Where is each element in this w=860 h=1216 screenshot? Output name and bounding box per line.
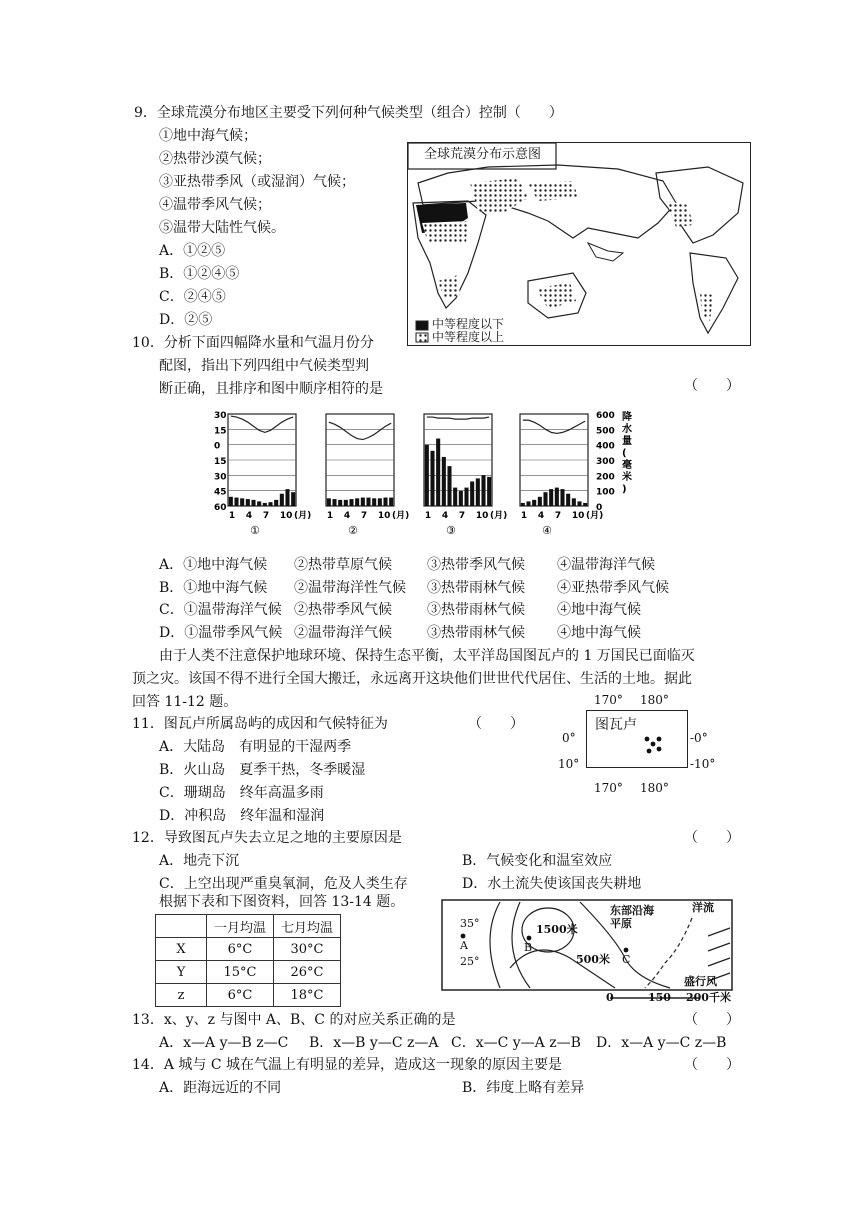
lat-label: 10° [558, 757, 580, 771]
precip-bar [361, 498, 365, 506]
option-part: ②温带海洋性气候 [294, 580, 406, 596]
precip-bar [327, 498, 331, 506]
wind-label: 盛行风 [684, 975, 717, 988]
precip-bar [291, 492, 295, 506]
q11-option: B．火山岛 夏季干热，冬季暖湿 [159, 762, 366, 778]
scale-label: 150 [648, 991, 671, 1004]
table-row [156, 938, 341, 961]
option-part: ③热带雨林气候 [427, 625, 525, 641]
contour-label: 1500米 [536, 923, 578, 936]
month-tick-label: 4 [537, 511, 545, 521]
panel-number: ② [348, 524, 358, 537]
q14-option: B．纬度上略有差异 [462, 1080, 585, 1096]
option-part: D．x—A y—C z—B [596, 1035, 727, 1051]
option-part: C．①温带海洋气候 [159, 602, 282, 618]
precip-tick-label: 0 [596, 503, 603, 513]
table-cell: 15°C [207, 961, 274, 984]
panel-number: ① [250, 524, 260, 537]
table-header: 七月均温 [274, 915, 341, 938]
month-unit-label: (月) [392, 511, 410, 521]
precip-bar [263, 503, 267, 506]
precip-bar [229, 497, 233, 506]
precip-bar [378, 498, 382, 506]
precip-bar [344, 500, 348, 506]
tuvalu-name: 图瓦卢 [595, 717, 637, 733]
precip-tick-label: 600 [596, 411, 615, 421]
precip-bar [521, 503, 525, 506]
precip-unit-char: 量 [622, 436, 632, 447]
q10-option [159, 623, 641, 643]
table-cell: Y [156, 961, 207, 984]
lon-label: 170° [594, 781, 623, 795]
precip-bar [430, 451, 434, 506]
passage-line: 由于人类不注意保护地球环境、保持生态平衡，太平洋岛国图瓦卢的 1 万国民已面临灭 [159, 648, 695, 664]
table-header [156, 915, 207, 938]
q12-option: A．地壳下沉 [159, 853, 240, 869]
precip-bar [577, 501, 581, 506]
table-cell: X [156, 938, 207, 961]
q11-paren: （ ） [468, 716, 524, 732]
lat-label: 0° [562, 731, 576, 745]
temperature-line [329, 422, 391, 439]
contour-map [440, 898, 740, 1006]
plain-label: 东部沿海平原 [610, 904, 654, 930]
q13-stem: 13．x、y、z 与图中 A、B、C 的对应关系正确的是 [132, 1012, 456, 1028]
contour-label: 500米 [576, 953, 610, 966]
temp-tick-label: 15 [214, 426, 227, 437]
q10-option [159, 578, 669, 598]
precip-bar [566, 494, 570, 506]
precip-bar [583, 503, 587, 506]
q9-option: B．①②④⑤ [159, 266, 240, 282]
q9-item: ③亚热带季风（或湿润）气候； [159, 174, 355, 190]
precip-unit-char: 毫 [622, 460, 632, 471]
precip-bar [532, 500, 536, 506]
q10-paren: （ ） [684, 378, 740, 394]
lon-label: 170° [594, 693, 623, 707]
temp-tick-label: 30 [214, 411, 227, 421]
passage-line: 回答 11-12 题。 [132, 694, 238, 710]
precip-bar [257, 501, 261, 506]
precip-unit-char: 降 [622, 412, 632, 423]
q9-item: ②热带沙漠气候； [159, 151, 271, 167]
table-cell: 6°C [207, 984, 274, 1007]
precip-unit-char: 米 [622, 472, 632, 483]
point-label: A [460, 939, 468, 952]
precip-bar [476, 478, 480, 506]
month-tick-label: 7 [360, 511, 368, 521]
option-part: C．x—C y—A z—B [451, 1035, 581, 1051]
q11-stem: 11．图瓦卢所属岛屿的成因和气候特征为 [132, 716, 388, 732]
option-part: A．x—A y—B z—C [159, 1035, 289, 1051]
precip-bar [464, 488, 468, 506]
temp-tick-label: 60 [214, 503, 227, 513]
precip-tick-label: 300 [596, 457, 615, 467]
option-part: ③热带雨林气候 [427, 580, 525, 596]
q14-stem: 14．A 城与 C 城在气温上有明显的差异，造成这一现象的原因主要是 [132, 1057, 562, 1073]
precip-bar [447, 466, 451, 506]
table-row [156, 984, 341, 1007]
table-row [156, 961, 341, 984]
option-part: ④地中海气候 [557, 602, 641, 618]
option-part: ④地中海气候 [557, 625, 641, 641]
temp-tick-label: 15 [214, 457, 227, 467]
option-part: ②热带草原气候 [294, 557, 392, 573]
precip-bar [234, 498, 238, 506]
precip-bar [526, 501, 530, 506]
q11-option: A．大陆岛 有明显的干湿两季 [159, 739, 352, 755]
table-cell: z [156, 984, 207, 1007]
q13-paren: （ ） [684, 1012, 740, 1028]
precip-bar [251, 500, 255, 506]
precip-bar [425, 445, 429, 506]
map-title: 全球荒漠分布示意图 [424, 147, 542, 162]
precip-bar [572, 498, 576, 506]
table-cell: 30°C [274, 938, 341, 961]
table-header: 一月均温 [207, 915, 274, 938]
precip-bar [555, 488, 559, 506]
q10-stem: 配图，指出下列四组中气候类型判 [159, 358, 369, 374]
precip-tick-label: 500 [596, 426, 615, 437]
q14-option: A．距海远近的不同 [159, 1080, 282, 1096]
option-part: ②热带季风气候 [294, 602, 392, 618]
option-part: ②温带海洋气候 [294, 625, 392, 641]
q12-option: C．上空出现严重臭氧洞，危及人类生存 [159, 876, 408, 892]
q9-stem: 9．全球荒漠分布地区主要受下列何种气候类型（组合）控制（ ） [134, 105, 563, 121]
precip-bar [338, 500, 342, 506]
tuvalu-map [558, 690, 738, 800]
q9-option: A．①②⑤ [159, 243, 226, 259]
month-unit-label: (月) [586, 511, 604, 521]
precip-bar [268, 502, 272, 506]
world-map-graphic [408, 143, 750, 345]
temperature-table [155, 914, 341, 1007]
month-tick-label: 4 [245, 511, 253, 521]
q12-paren: （ ） [684, 830, 740, 846]
q11-option: C．珊瑚岛 终年高温多雨 [159, 785, 324, 801]
precip-bar [332, 499, 336, 506]
month-tick-label: 10 [279, 511, 293, 521]
table-header-row [156, 915, 341, 938]
temp-tick-label: 30 [214, 472, 227, 483]
temp-tick-label: 45 [214, 487, 227, 498]
month-tick-label: 1 [424, 511, 432, 521]
precip-bar [372, 498, 376, 506]
island-dots [587, 711, 687, 767]
temperature-line [427, 417, 489, 419]
lat-label: -0° [690, 731, 708, 745]
option-part: ④温带海洋气候 [557, 557, 655, 573]
month-tick-label: 10 [475, 511, 489, 521]
temp-tick-label: 0 [214, 441, 221, 452]
precip-bar [274, 500, 278, 506]
table-cell: 6°C [207, 938, 274, 961]
q12-option: B．气候变化和温室效应 [462, 853, 613, 869]
intro-13-14: 根据下表和下图资料，回答 13-14 题。 [159, 894, 405, 910]
scale-label: 0 [606, 991, 614, 1004]
month-tick-label: 7 [458, 511, 466, 521]
temperature-line [231, 416, 293, 432]
q9-option: C．②④⑤ [159, 289, 226, 305]
precip-tick-label: 200 [596, 472, 615, 483]
month-tick-label: 1 [326, 511, 334, 521]
month-tick-label: 7 [554, 511, 562, 521]
precip-tick-label: 100 [596, 487, 615, 498]
current-label: 洋流 [692, 901, 714, 914]
precip-bar [389, 498, 393, 506]
lon-label: 180° [640, 781, 669, 795]
legend-low: 中等程度以下 [432, 317, 505, 331]
lat-label: 35° [460, 917, 480, 930]
precip-bar [481, 475, 485, 506]
passage-line: 顶之灾。该国不得不进行全国大搬迁，永远离开这块他们世世代代居住、生活的土地。据此 [132, 671, 692, 687]
month-tick-label: 7 [262, 511, 270, 521]
desert-world-map [407, 142, 751, 346]
temperature-line [523, 420, 585, 433]
q10-stem: 10．分析下面四幅降水量和气温月份分 [132, 335, 374, 351]
q11-option: D．冲积岛 终年温和湿润 [159, 808, 325, 824]
tuvalu-map-frame [586, 710, 688, 768]
precip-bar [366, 498, 370, 506]
precip-bar [560, 489, 564, 506]
q9-item: ①地中海气候； [159, 128, 257, 144]
q9-option: D．②⑤ [159, 312, 213, 328]
option-part: B．①地中海气候 [159, 580, 268, 596]
month-tick-label: 1 [228, 511, 236, 521]
precip-bar [285, 489, 289, 506]
option-part: D．①温带季风气候 [159, 625, 283, 641]
q10-option [159, 600, 641, 620]
option-part: B．x—B y—C z—A [309, 1035, 439, 1051]
q9-item: ⑤温带大陆性气候。 [159, 220, 285, 236]
precip-bar [549, 489, 553, 506]
climate-charts [214, 408, 634, 540]
month-tick-label: 10 [571, 511, 585, 521]
month-tick-label: 4 [343, 511, 351, 521]
option-part: ③热带雨林气候 [427, 602, 525, 618]
q14-paren: （ ） [684, 1057, 740, 1073]
month-unit-label: (月) [490, 511, 508, 521]
q9-item: ④温带季风气候； [159, 197, 271, 213]
legend-high: 中等程度以上 [432, 330, 505, 344]
precip-bar [240, 498, 244, 506]
q13-options [159, 1033, 726, 1053]
precip-bar [543, 492, 547, 506]
month-tick-label: 4 [441, 511, 449, 521]
month-tick-label: 1 [520, 511, 528, 521]
precip-tick-label: 400 [596, 441, 615, 452]
precip-unit-char: ( [622, 448, 627, 459]
precip-bar [487, 477, 491, 506]
lat-label: -10° [690, 757, 716, 771]
precip-bar [453, 488, 457, 506]
month-tick-label: 10 [377, 511, 391, 521]
precip-bar [459, 491, 463, 506]
panel-number: ④ [542, 524, 552, 537]
precip-bar [436, 439, 440, 506]
lat-label: 25° [460, 955, 480, 968]
q12-option: D．水土流失使该国丧失耕地 [462, 876, 642, 892]
precip-bar [442, 457, 446, 506]
q12-stem: 12．导致图瓦卢失去立足之地的主要原因是 [132, 830, 402, 846]
q10-option [159, 555, 655, 575]
month-unit-label: (月) [294, 511, 312, 521]
option-part: ④亚热带季风气候 [557, 580, 669, 596]
scale-label: 200千米 [686, 991, 731, 1004]
point-label: B [524, 941, 533, 954]
lon-label: 180° [640, 693, 669, 707]
precip-bar [355, 498, 359, 506]
q10-stem: 断正确，且排序和图中顺序相符的是 [159, 381, 383, 397]
contour-map-graphic [440, 898, 740, 1006]
precip-bar [470, 481, 474, 506]
precip-unit-char: 水 [622, 424, 632, 435]
precip-unit-char: ) [622, 484, 627, 495]
table-cell: 18°C [274, 984, 341, 1007]
point-label: C [622, 953, 631, 966]
option-part: ③热带季风气候 [427, 557, 525, 573]
precip-bar [538, 497, 542, 506]
precip-bar [246, 499, 250, 506]
precip-bar [383, 498, 387, 506]
precip-bar [349, 499, 353, 506]
table-cell: 26°C [274, 961, 341, 984]
option-part: A．①地中海气候 [159, 557, 268, 573]
precip-bar [280, 494, 284, 506]
panel-number: ③ [446, 524, 456, 537]
